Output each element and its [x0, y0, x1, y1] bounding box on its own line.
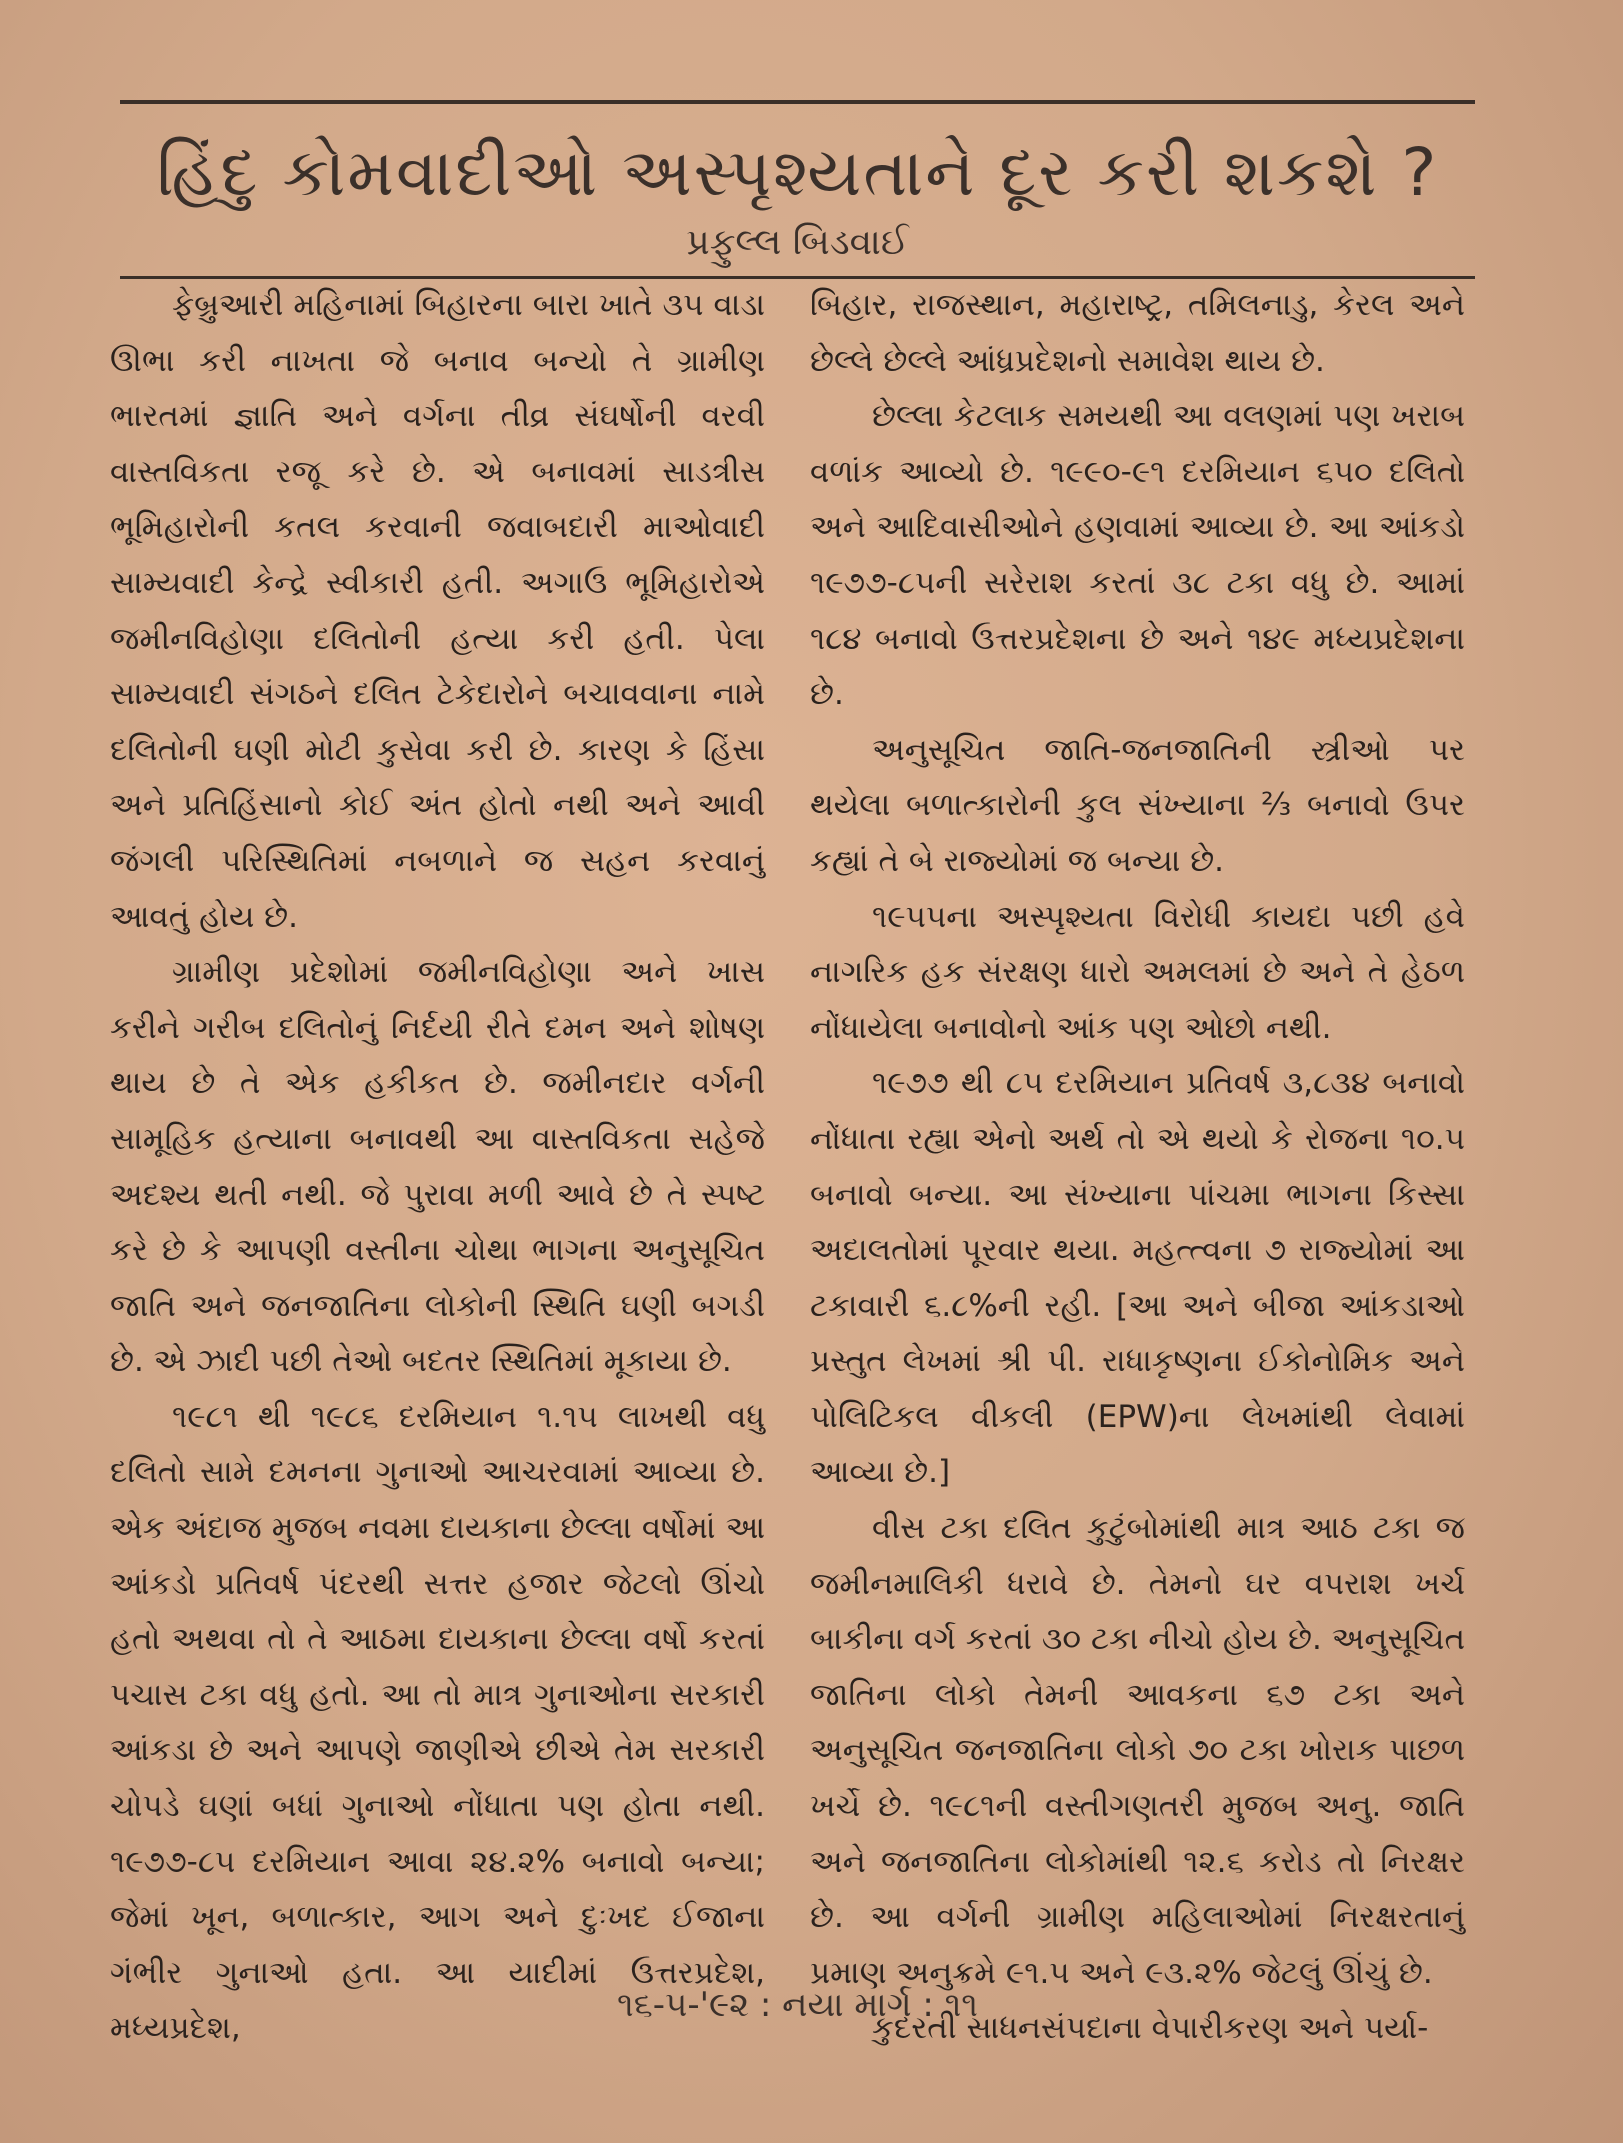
article-title: હિંદુ કોમવાદીઓ અસ્પૃશ્યતાને દૂર કરી શકશે ? — [156, 134, 1439, 211]
left-paragraph-3: ૧૯૮૧ થી ૧૯૮૬ દરમિયાન ૧.૧૫ લાખથી વધુ દલિતો સામે દમનના ગુનાઓ આચરવામાં આવ્યા છે. એક અંદાજ મુજબ નવમા દાયકાના છેલ્લા વર્ષોમાં આ આંકડો પ્રતિવર્ષ પંદરથી સત્તર હજાર જેટલો ઊંચો હતો અથવા તો તે આઠમા દાયકાના છેલ્લા વર્ષો કરતાં પચાસ ટકા વધુ હતો. આ તો માત્ર ગુનાઓના સરકારી આંકડા છે અને આપણે જાણીએ છીએ તેમ સરકારી ચોપડે ઘણાં બધાં ગુનાઓ નોંધાતા પણ હોતા નથી. ૧૯૭૭-૮૫ દરમિયાન આવા ૨૪.૨% બનાવો બન્યા; જેમાં ખૂન, બળાત્કાર, આગ અને દુઃખદ ઈજાના ગંભીર ગુનાઓ હતા. આ યાદીમાં ઉત્તરપ્રદેશ, મધ્યપ્રદેશ, — [110, 1398, 765, 2047]
page-footer: ૧૬-૫-'૯૨ : નયા માર્ગ : ૧૧ — [617, 1985, 978, 2025]
right-column — [810, 278, 1465, 2057]
left-paragraph-1: ફેબ્રુઆરી મહિનામાં બિહારના બારા ખાતે ૩૫ વાડા ઊભા કરી નાખતા જે બનાવ બન્યો તે ગ્રામીણ ભારતમાં જ્ઞાતિ અને વર્ગના તીવ્ર સંઘર્ષોની વરવી વાસ્તવિકતા રજૂ કરે છે. એ બનાવમાં સાડત્રીસ ભૂમિહારોની કતલ કરવાની જવાબદારી માઓવાદી સામ્યવાદી કેન્દ્રે સ્વીકારી હતી. અગાઉ ભૂમિહારોએ જમીનવિહોણા દલિતોની હત્યા કરી હતી. પેલા સામ્યવાદી સંગઠને દલિત ટેકેદારોને બચાવવાના નામે દલિતોની ઘણી મોટી કુસેવા કરી છે. કારણ કે હિંસા અને પ્રતિહિંસાનો કોઈ અંત હોતો નથી અને આવી જંગલી પરિસ્થિતિમાં નબળાને જ સહન કરવાનું આવતું હોય છે. — [110, 287, 765, 935]
right-paragraph-5: ૧૯૭૭ થી ૮૫ દરમિયાન પ્રતિવર્ષ ૩,૮૩૪ બનાવો નોંધાતા રહ્યા એનો અર્થ તો એ થયો કે રોજના ૧૦.૫ બનાવો બન્યા. આ સંખ્યાના પાંચમા ભાગના કિસ્સા અદાલતોમાં પૂરવાર થયા. મહત્ત્વના ૭ રાજ્યોમાં આ ટકાવારી ૬.૮%ની રહી. [આ અને બીજા આંકડાઓ પ્રસ્તુત લેખમાં શ્રી પી. રાધાકૃષ્ણના ઈકોનોમિક અને પોલિટિકલ વીકલી (EPW)ના લેખમાંથી લેવામાં આવ્યા છે.] — [810, 1065, 1465, 1491]
right-paragraph-7: કુદરતી સાધનસંપદાના વેપારીકરણ અને પર્યા- — [872, 2010, 1429, 2047]
article-author: પ્રફુલ્લ બિડવાઈ — [686, 222, 909, 263]
left-paragraph-2: ગ્રામીણ પ્રદેશોમાં જમીનવિહોણા અને ખાસ કરીને ગરીબ દલિતોનું નિર્દયી રીતે દમન અને શોષણ થાય છે તે એક હકીકત છે. જમીનદાર વર્ગની સામૂહિક હત્યાના બનાવથી આ વાસ્તવિકતા સહેજે અદશ્ય થતી નથી. જે પુરાવા મળી આવે છે તે સ્પષ્ટ કરે છે કે આપણી વસ્તીના ચોથા ભાગના અનુસૂચિત જાતિ અને જનજાતિના લોકોની સ્થિતિ ઘણી બગડી છે. એ ઝાદી પછી તેઓ બદતર સ્થિતિમાં મૂકાયા છે. — [110, 954, 765, 1380]
right-paragraph-1: બિહાર, રાજસ્થાન, મહારાષ્ટ્ર, તમિલનાડુ, કેરલ અને છેલ્લે છેલ્લે આંધ્રપ્રદેશનો સમાવેશ થાય છે. — [810, 287, 1465, 379]
right-paragraph-6: વીસ ટકા દલિત કુટુંબોમાંથી માત્ર આઠ ટકા જ જમીનમાલિકી ધરાવે છે. તેમનો ઘર વપરાશ ખર્ચ બાકીના વર્ગ કરતાં ૩૦ ટકા નીચો હોય છે. અનુસૂચિત જાતિના લોકો તેમની આવકના ૬૭ ટકા અને અનુસૂચિત જનજાતિના લોકો ૭૦ ટકા ખોરાક પાછળ ખર્ચે છે. ૧૯૮૧ની વસ્તીગણતરી મુજબ અનુ. જાતિ અને જનજાતિના લોકોમાંથી ૧૨.૬ કરોડ તો નિરક્ષર છે. આ વર્ગની ગ્રામીણ મહિલાઓમાં નિરક્ષરતાનું પ્રમાણ અનુક્રમે ૯૧.૫ અને ૯૩.૨% જેટલું ઊંચું છે. — [810, 1510, 1465, 1991]
right-paragraph-2: છેલ્લા કેટલાક સમયથી આ વલણમાં પણ ખરાબ વળાંક આવ્યો છે. ૧૯૯૦-૯૧ દરમિયાન ૬૫૦ દલિતો અને આદિવાસીઓને હણવામાં આવ્યા છે. આ આંકડો ૧૯૭૭-૮૫ની સરેરાશ કરતાં ૩૮ ટકા વધુ છે. આમાં ૧૮૪ બનાવો ઉત્તરપ્રદેશના છે અને ૧૪૯ મધ્યપ્રદેશના છે. — [810, 398, 1465, 713]
right-paragraph-4: ૧૯૫૫ના અસ્પૃશ્યતા વિરોધી કાયદા પછી હવે નાગરિક હક સંરક્ષણ ધારો અમલમાં છે અને તે હેઠળ નોંધાયેલા બનાવોનો આંક પણ ઓછો નથી. — [810, 898, 1465, 1046]
left-column — [110, 278, 765, 2057]
top-rule — [120, 100, 1475, 104]
right-paragraph-3: અનુસૂચિત જાતિ-જનજાતિની સ્ત્રીઓ પર થયેલા બળાત્કારોની કુલ સંખ્યાના ⅔ બનાવો ઉપર કહ્યાં તે બે રાજ્યોમાં જ બન્યા છે. — [810, 731, 1465, 879]
